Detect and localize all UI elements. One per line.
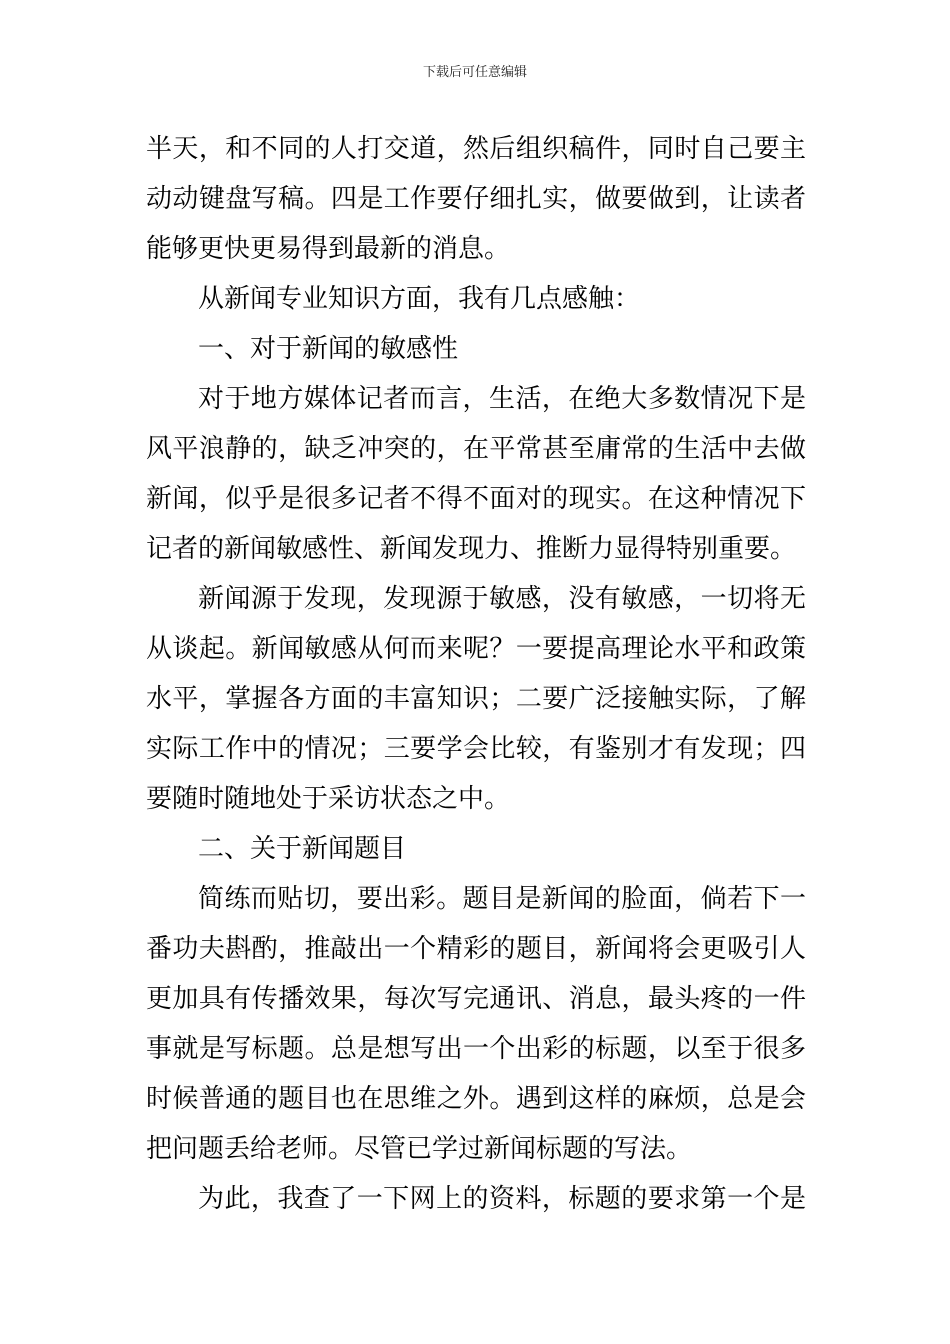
document-body — [146, 124, 806, 1224]
paragraph — [146, 874, 806, 1174]
text-line: 风平浪静的，缺乏冲突的，在平常甚至庸常的生活中去做 — [146, 434, 806, 464]
text-line: 为此，我查了一下网上的资料，标题的要求第一个是 — [198, 1184, 806, 1214]
paragraph — [146, 1174, 806, 1224]
text-line: 新闻源于发现，发现源于敏感，没有敏感，一切将无 — [198, 584, 806, 614]
text-line: 从新闻专业知识方面，我有几点感触： — [198, 284, 641, 314]
paragraph — [146, 124, 806, 274]
page-header-note: 下载后可任意编辑 — [422, 65, 527, 80]
text-line: 半天，和不同的人打交道，然后组织稿件，同时自己要主 — [146, 134, 806, 164]
section-heading — [146, 824, 806, 874]
paragraph — [146, 374, 806, 574]
text-line: 要随时随地处于采访状态之中。 — [146, 784, 511, 814]
text-line: 从谈起。新闻敏感从何而来呢？一要提高理论水平和政策 — [146, 634, 806, 664]
text-line: 一、对于新闻的敏感性 — [198, 334, 459, 364]
text-line: 事就是写标题。总是想写出一个出彩的标题，以至于很多 — [146, 1034, 806, 1064]
text-line: 能够更快更易得到最新的消息。 — [146, 234, 511, 264]
text-line: 二、关于新闻题目 — [198, 834, 407, 864]
text-line: 对于地方媒体记者而言，生活，在绝大多数情况下是 — [198, 384, 806, 414]
text-line: 简练而贴切，要出彩。题目是新闻的脸面，倘若下一 — [198, 884, 806, 914]
section-heading — [146, 324, 806, 374]
text-line: 把问题丢给老师。尽管已学过新闻标题的写法。 — [146, 1134, 693, 1164]
paragraph — [146, 274, 806, 324]
text-line: 实际工作中的情况；三要学会比较，有鉴别才有发现；四 — [146, 734, 806, 764]
text-line: 更加具有传播效果，每次写完通讯、消息，最头疼的一件 — [146, 984, 806, 1014]
text-line: 番功夫斟酌，推敲出一个精彩的题目，新闻将会更吸引人 — [146, 934, 806, 964]
text-line: 水平，掌握各方面的丰富知识；二要广泛接触实际，了解 — [146, 684, 806, 714]
text-line: 时候普通的题目也在思维之外。遇到这样的麻烦，总是会 — [146, 1084, 806, 1114]
paragraph — [146, 574, 806, 824]
text-line: 新闻，似乎是很多记者不得不面对的现实。在这种情况下 — [146, 484, 806, 514]
text-line: 动动键盘写稿。四是工作要仔细扎实，做要做到，让读者 — [146, 184, 806, 214]
text-line: 记者的新闻敏感性、新闻发现力、推断力显得特别重要。 — [146, 534, 797, 564]
